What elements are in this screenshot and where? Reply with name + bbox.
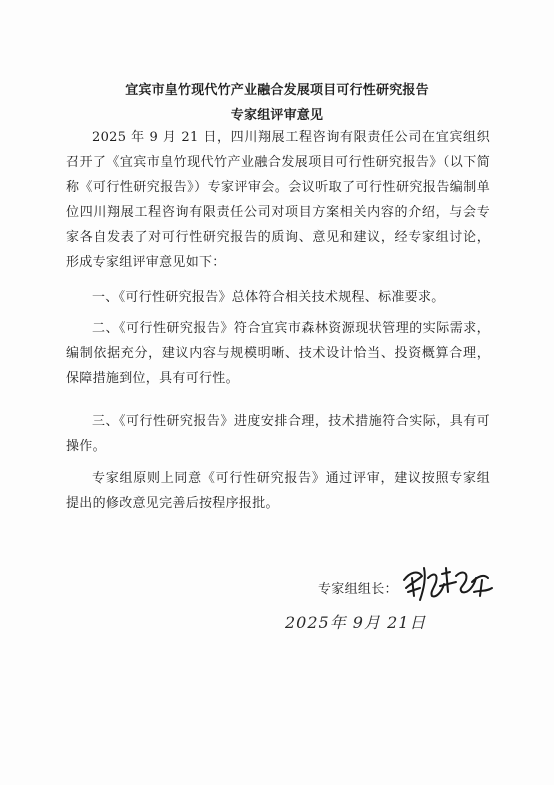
document-subtitle: 专家组评审意见	[230, 108, 324, 123]
paragraph-opinion-1: 一、《可行性研究报告》总体符合相关技术规程、标准要求。	[92, 290, 445, 305]
paragraph-intro: 2025 年 9 月 21 日，四川翔展工程咨询有限责任公司在宜宾组织召开了《宜宾市皇竹现代竹产业融合发展项目可行性研究报告》（以下简称《可行性研究报告》）专家评审会。会议听取了可行性研究报告编制单位四川翔展工程咨询有限责任公司对项目方案相关内容的介绍，与会专家各自发表了对可行性研究报告的质询、意见和建议，经专家组讨论，形成专家组评审意见如下：	[66, 130, 490, 270]
paragraph-conclusion: 专家组原则上同意《可行性研究报告》通过评审，建议按照专家组提出的修改意见完善后按程序报批。	[66, 471, 490, 511]
paragraph-opinion-3: 三、《可行性研究报告》进度安排合理，技术措施符合实际，具有可操作。	[66, 414, 490, 454]
paragraph-opinion-2: 二、《可行性研究报告》符合宜宾市森林资源现状管理的实际需求，编制依据充分，建议内容与规模明晰、技术设计恰当、投资概算合理，保障措施到位，具有可行性。	[66, 321, 490, 386]
document-title: 宜宾市皇竹现代竹产业融合发展项目可行性研究报告	[125, 83, 429, 98]
signature-date: 2025年 9月 21日	[285, 613, 427, 632]
handwritten-signature	[398, 558, 498, 606]
signature-label: 专家组组长：	[318, 582, 398, 597]
